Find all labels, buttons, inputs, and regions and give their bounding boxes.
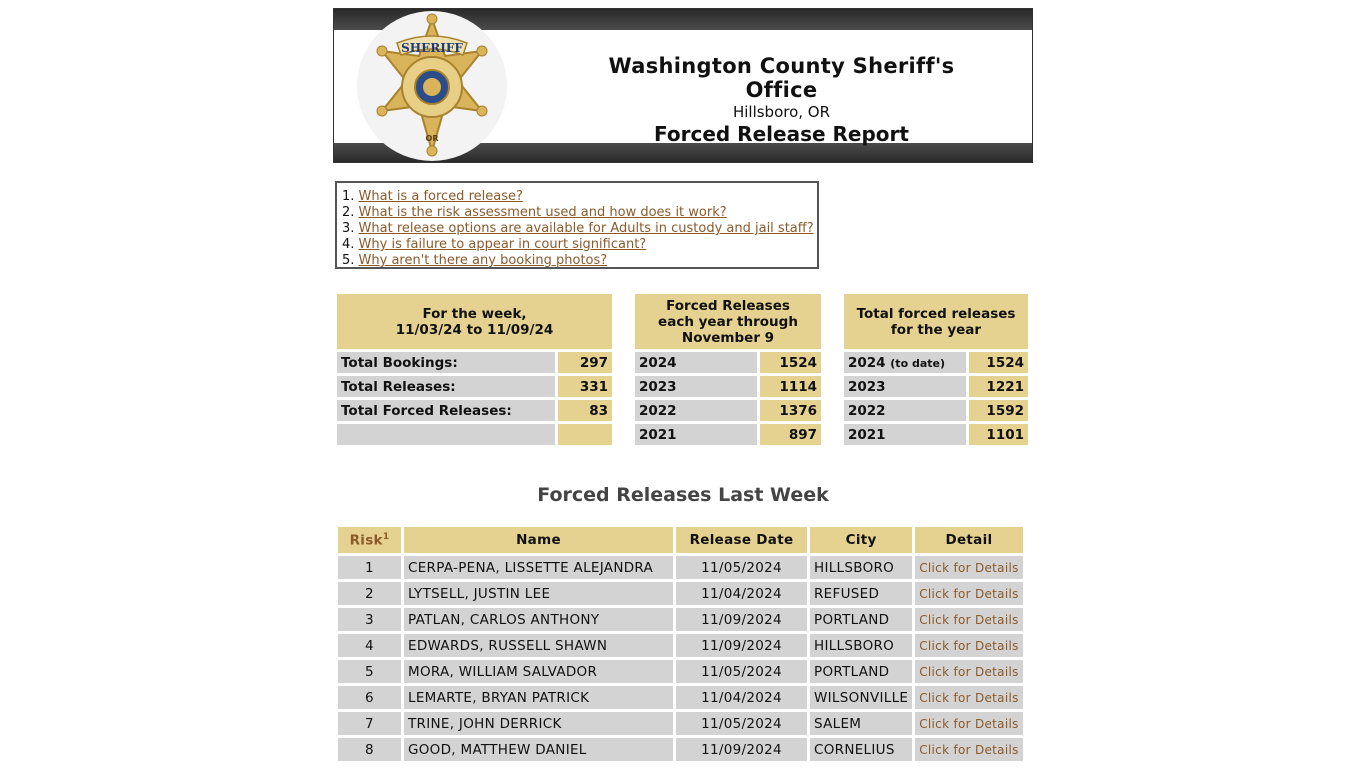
table-row — [338, 738, 1023, 761]
detail-column-header: Detail — [915, 527, 1022, 553]
header-titles — [574, 54, 989, 146]
table-row — [338, 660, 1023, 683]
weekly-stats-table — [334, 291, 615, 448]
faq-link-failure-to-appear[interactable]: Why is failure to appear in court significant? — [358, 237, 647, 252]
name-cell: GOOD, MATTHEW DANIEL — [404, 738, 673, 761]
releases-table-header — [338, 527, 1023, 553]
faq-item: 4. Why is failure to appear in court significant? — [342, 237, 647, 252]
report-title: Forced Release Report — [654, 122, 909, 146]
details-link[interactable]: Click for Details — [915, 712, 1022, 735]
city-cell: HILLSBORO — [810, 556, 912, 579]
city-cell: CORNELIUS — [810, 738, 912, 761]
release-date-cell: 11/05/2024 — [676, 660, 807, 683]
table-row — [338, 556, 1023, 579]
table-row: Total Bookings: 297 — [337, 352, 612, 373]
release-date-cell: 11/09/2024 — [676, 608, 807, 631]
yearly-totals-table — [841, 291, 1031, 448]
details-link[interactable]: Click for Details — [915, 660, 1022, 683]
faq-link-forced-release[interactable]: What is a forced release? — [358, 189, 523, 204]
details-link[interactable]: Click for Details — [915, 608, 1022, 631]
risk-cell: 8 — [338, 738, 401, 761]
table-row — [338, 634, 1023, 657]
faq-link-booking-photos[interactable]: Why aren't there any booking photos? — [358, 253, 608, 268]
releases-table — [335, 524, 1026, 764]
release-date-column-header: Release Date — [676, 527, 807, 553]
name-cell: LYTSELL, JUSTIN LEE — [404, 582, 673, 605]
details-link[interactable]: Click for Details — [915, 686, 1022, 709]
table-row — [338, 686, 1023, 709]
releases-section-title: Forced Releases Last Week — [537, 484, 829, 506]
risk-cell: 5 — [338, 660, 401, 683]
table-row: 2021 1101 — [844, 424, 1028, 445]
svg-text:SHERIFF: SHERIFF — [401, 41, 463, 55]
table-row: Total Releases: 331 — [337, 376, 612, 397]
faq-item: 5. Why aren't there any booking photos? — [342, 253, 608, 268]
faq-link-risk-assessment[interactable]: What is the risk assessment used and how does it work? — [358, 205, 727, 220]
table-row — [338, 582, 1023, 605]
faq-link-release-options[interactable]: What release options are available for Adults in custody and jail staff? — [358, 221, 814, 236]
risk-column-header[interactable]: Risk$^1$ — [338, 527, 401, 553]
risk-cell: 6 — [338, 686, 401, 709]
through-date-header: Forced Releases each year through November 9 — [635, 294, 821, 349]
name-cell: PATLAN, CARLOS ANTHONY — [404, 608, 673, 631]
city-cell: PORTLAND — [810, 608, 912, 631]
name-column-header: Name — [404, 527, 673, 553]
risk-cell: 3 — [338, 608, 401, 631]
risk-cell: 4 — [338, 634, 401, 657]
name-cell: TRINE, JOHN DERRICK — [404, 712, 673, 735]
header-banner — [333, 8, 1033, 163]
sheriff-badge-icon — [357, 11, 507, 161]
table-row: 2023 1221 — [844, 376, 1028, 397]
city-cell: HILLSBORO — [810, 634, 912, 657]
details-link[interactable]: Click for Details — [915, 634, 1022, 657]
table-row — [337, 424, 612, 445]
faq-item: 2. What is the risk assessment used and how does it work? — [342, 205, 727, 220]
city-cell: SALEM — [810, 712, 912, 735]
table-row — [338, 608, 1023, 631]
city-column-header: City — [810, 527, 912, 553]
details-link[interactable]: Click for Details — [915, 582, 1022, 605]
risk-cell: 2 — [338, 582, 401, 605]
release-date-cell: 11/04/2024 — [676, 582, 807, 605]
table-row: 2023 1114 — [635, 376, 821, 397]
release-date-cell: 11/09/2024 — [676, 738, 807, 761]
weekly-stats-header: For the week, 11/03/24 to 11/09/24 — [337, 294, 612, 349]
yearly-totals-header: Total forced releases for the year — [844, 294, 1028, 349]
faq-item: 1. What is a forced release? — [342, 189, 523, 204]
name-cell: MORA, WILLIAM SALVADOR — [404, 660, 673, 683]
city-cell: REFUSED — [810, 582, 912, 605]
table-row: 2022 1592 — [844, 400, 1028, 421]
release-date-cell: 11/05/2024 — [676, 712, 807, 735]
city-cell: WILSONVILLE — [810, 686, 912, 709]
city-cell: PORTLAND — [810, 660, 912, 683]
faq-box — [335, 181, 819, 269]
name-cell: EDWARDS, RUSSELL SHAWN — [404, 634, 673, 657]
table-row — [338, 712, 1023, 735]
table-row: 2022 1376 — [635, 400, 821, 421]
table-row: 2021 897 — [635, 424, 821, 445]
faq-item: 3. What release options are available for Adults in custody and jail staff? — [342, 221, 814, 236]
svg-text:OR: OR — [425, 134, 439, 143]
table-row: 2024 (to date) 1524 — [844, 352, 1028, 373]
name-cell: CERPA-PENA, LISSETTE ALEJANDRA — [404, 556, 673, 579]
table-row: 2024 1524 — [635, 352, 821, 373]
table-row: Total Forced Releases: 83 — [337, 400, 612, 421]
release-date-cell: 11/05/2024 — [676, 556, 807, 579]
release-date-cell: 11/09/2024 — [676, 634, 807, 657]
agency-location: Hillsboro, OR — [732, 103, 831, 121]
risk-cell: 1 — [338, 556, 401, 579]
release-date-cell: 11/04/2024 — [676, 686, 807, 709]
risk-cell: 7 — [338, 712, 401, 735]
through-date-stats-table — [632, 291, 824, 448]
name-cell: LEMARTE, BRYAN PATRICK — [404, 686, 673, 709]
agency-title: Washington County Sheriff's Office — [608, 54, 955, 102]
details-link[interactable]: Click for Details — [915, 556, 1022, 579]
details-link[interactable]: Click for Details — [915, 738, 1022, 761]
